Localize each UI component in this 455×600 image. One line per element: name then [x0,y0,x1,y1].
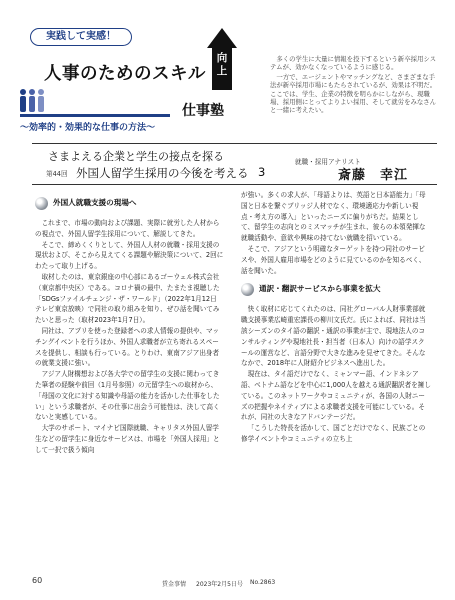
body-paragraph: 現在は、タイ語だけでなく、ミャンマー語、インドネシア語、ベトナム語などを中心に1,000人を越える通訳翻訳者を擁している。このネットワークやコミュニティが、各国の人財ニーズの把握やネイティブによる求職者支援を可能にしている。それが、同社の大きなアドバンテージだ。 [241,370,431,422]
body-paragraph: そこで、締めくくりとして、外国人人材の就職・採用支援の現状および、そこから見えてくる課題や解決策について、2回にわたって取り上げる。 [35,240,224,271]
banner-subtitle: 仕事塾 [182,103,224,119]
arrow-label: 向上 [216,52,228,77]
intro-paragraph: 一方で、エージェントやマッチングなど、さまざまな手法が新卒採用市場にもたらされているが、効果は不明だ。ここでは、学生、企業の特徴を明らかにしながら、現職場、採用側にとってよりよい採用、そして就労をみなさんと一緒に考えたい。 [270,72,437,115]
body-paragraph: 取材したのは、東京銀座の中心部にあるゴーウェル株式会社（東京都中央区）である。コロナ禍の最中、たまたま視聴した「SDGsファイルチェンジ・ザ・ワールド」（2022年1月12日 テレビ東京放映）で同社の取り組みを知り、ぜひ話を聞いてみたいと思った（取材2023年1月7日）。 [35,272,224,325]
body-paragraph: そこで、アジアという明確なターゲットを持つ同社のサービスや、外国人雇用市場をどのように見ているのかを知るべく、話を聞いた。 [241,244,426,275]
right-column [241,190,431,445]
globe-icon [241,283,254,296]
author-name: 斎藤 幸江 [338,168,409,183]
body-paragraph: 大学のサポート、マイナビ国際就職、キャリタス外国人留学生などの留学生に身近なサービスは、市場を「外国人採用」として一択で扱う傾向 [35,424,220,454]
body-paragraph: が強い。多くの求人が、「母語よりは、英語と日本語能力」「母国と日本を繋ぐブリッジ人材でなく、環境適応力や新しい視点・考え方の導入」といったニーズに偏りがちだ。結果として、留学生の志向とのミスマッチが生まれ、彼らの本領発揮な就職活動や、意欲や興味の持てない就職を招いている。 [241,191,426,243]
issue-number: 第44回 [46,170,68,178]
issue-date: 2023年2月5日号 [196,581,243,588]
banner-slogan: 〜効率的・効果的な仕事の方法〜 [20,123,156,133]
body-paragraph: 「こうした特長を活かして、国ごとだけでなく、民族ごとの修学イベントやコミュニティの立ち上 [241,424,426,443]
section-heading-text: 通訳・翻訳サービスから事業を拡大 [259,283,381,293]
part-number: 3 [258,165,266,179]
body-paragraph: これまで、市場の動向および課題、実際に就労した人材からの視点で、外国人留学生採用について、解説してきた。 [35,219,220,238]
section-heading [241,278,431,300]
banner-divider [20,114,170,117]
section-heading [35,192,225,214]
body-paragraph: 同社は、アプリを使った登録者への求人情報の提供や、マッチングイベントを行うほか、外国人求職者が立ち寄れるスペースを提供し、相談も行っている。とりわけ、東南アジア出身者の就業支援に強い。 [35,326,220,368]
section-heading-text: 外国人就職支援の現場へ [53,197,137,207]
left-column [35,190,225,456]
series-title: さまよえる企業と学生の接点を探る [48,150,224,163]
tagline-pill: 実践して実感！ [30,28,132,46]
body-paragraph: アジア人財構想および各大学での留学生の支援に関わってきた筆者の経験や前回（1月号参照）の元留学生への取材から、「母国の文化に対する知識や母語の能力を活かした仕事をしたい」という求職者が、その仕事に出会う可能性は、決して高くないと実感している。 [35,370,220,422]
author-role: 就職・採用アナリスト [295,158,361,166]
series-intro [270,55,440,115]
article-subject: 外国人留学生採用の今後を考える [76,166,249,180]
up-arrow-icon [207,28,237,48]
page-footer [0,575,455,593]
issue-code: No.2863 [250,579,276,586]
banner-title: 人事のためのスキル [44,64,206,84]
article-header [32,143,437,185]
intro-paragraph: 多くの学生に大量に情報を投下するという新卒採用システムが、効かなくなっているように感じる。 [270,55,436,72]
series-banner [6,6,268,138]
body-paragraph: 快く取材に応じてくれたのは、同社グローバル人財事業部就職支援事業広崎重宏課長の柳川文氏だ。氏によれば、同社は当該シーズンのタイ語の翻訳・通訳の事業が主で、現地法人のコンサルティングや現地社長・担当者（日本人）向けの語学スクールの運営など、言語分野で大きな進みを見せてきた。そんななかで、2018年に人財紹介ビジネスへ進出した。 [241,305,426,368]
globe-icon [35,197,48,210]
publication-name: 賃金事情 [162,581,187,588]
page-number: 60 [32,576,43,585]
